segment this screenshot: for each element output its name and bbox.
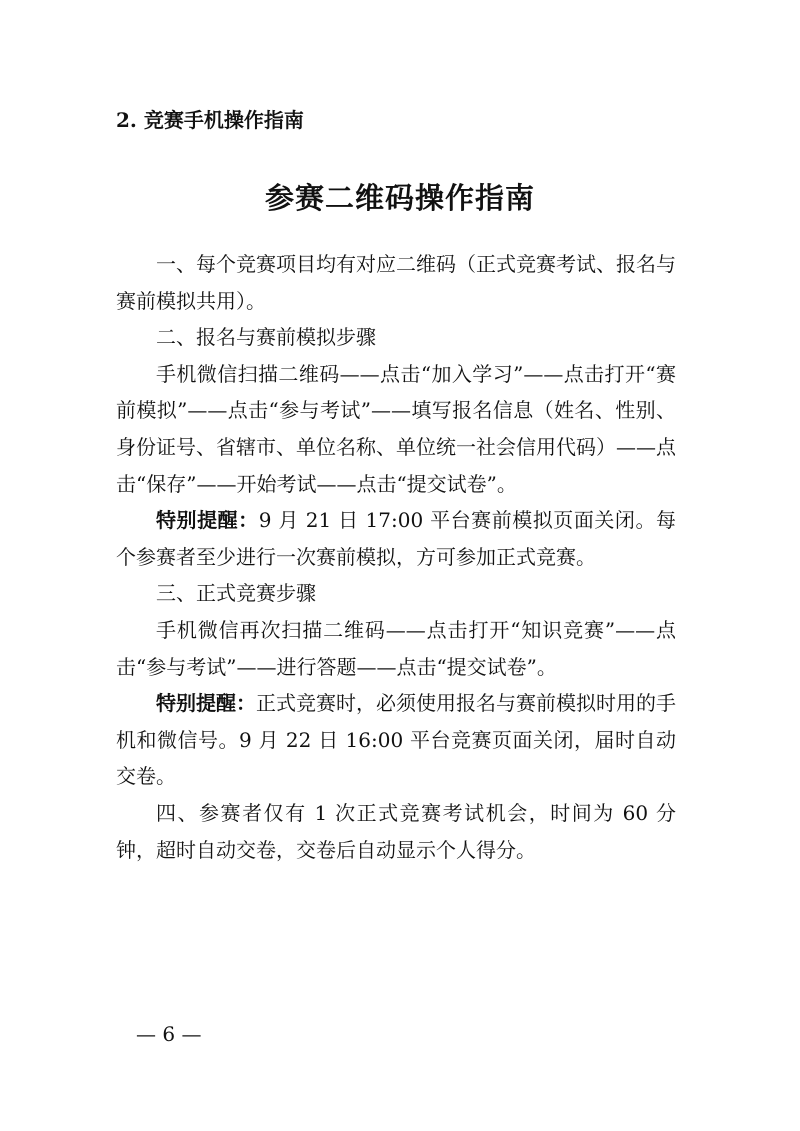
- paragraph-special-reminder-2: [116, 685, 676, 795]
- document-body: [116, 246, 676, 868]
- paragraph-special-reminder-1: [116, 502, 676, 575]
- paragraph-text: 四、参赛者仅有 1 次正式竞赛考试机会，时间为 60 分钟，超时自动交卷，交卷后自动显示个人得分。: [116, 800, 676, 862]
- paragraph-section-three-heading: [116, 575, 676, 612]
- section-heading: 2. 竞赛手机操作指南: [116, 108, 304, 132]
- paragraph-text: 一、每个竞赛项目均有对应二维码（正式竞赛考试、报名与赛前模拟共用）。: [116, 252, 676, 313]
- paragraph-intro: [116, 246, 676, 319]
- paragraph-text: 正式竞赛时，必须使用报名与赛前模拟时用的手机和微信号。9 月 22 日 16:00 平台竞赛页面关闭，届时自动交卷。: [116, 691, 676, 789]
- paragraph-registration-steps: [116, 356, 676, 502]
- reminder-label: 特别提醒：: [156, 508, 259, 533]
- reminder-label: 特别提醒：: [156, 691, 256, 716]
- document-title: 参赛二维码操作指南: [264, 181, 535, 215]
- paragraph-text: 9 月 21 日 17:00 平台赛前模拟页面关闭。每个参赛者至少进行一次赛前模拟，方可参加正式竞赛。: [116, 508, 676, 569]
- paragraph-section-two-heading: [116, 319, 676, 356]
- paragraph-text: 三、正式竞赛步骤: [156, 581, 316, 606]
- paragraph-text: 二、报名与赛前模拟步骤: [156, 325, 376, 350]
- paragraph-section-four: [116, 795, 676, 868]
- paragraph-text: 手机微信再次扫描二维码——点击打开“知识竞赛”——点击“参与考试”——进行答题——点击“提交试卷”。: [116, 617, 676, 679]
- paragraph-text: 手机微信扫描二维码——点击“加入学习”——点击打开“赛前模拟”——点击“参与考试”——填写报名信息（姓名、性别、身份证号、省辖市、单位名称、单位统一社会信用代码）——点击“保存”——开始考试——点击“提交试卷”。: [116, 361, 676, 496]
- page-number: — 6 —: [136, 1022, 202, 1046]
- paragraph-competition-steps: [116, 612, 676, 685]
